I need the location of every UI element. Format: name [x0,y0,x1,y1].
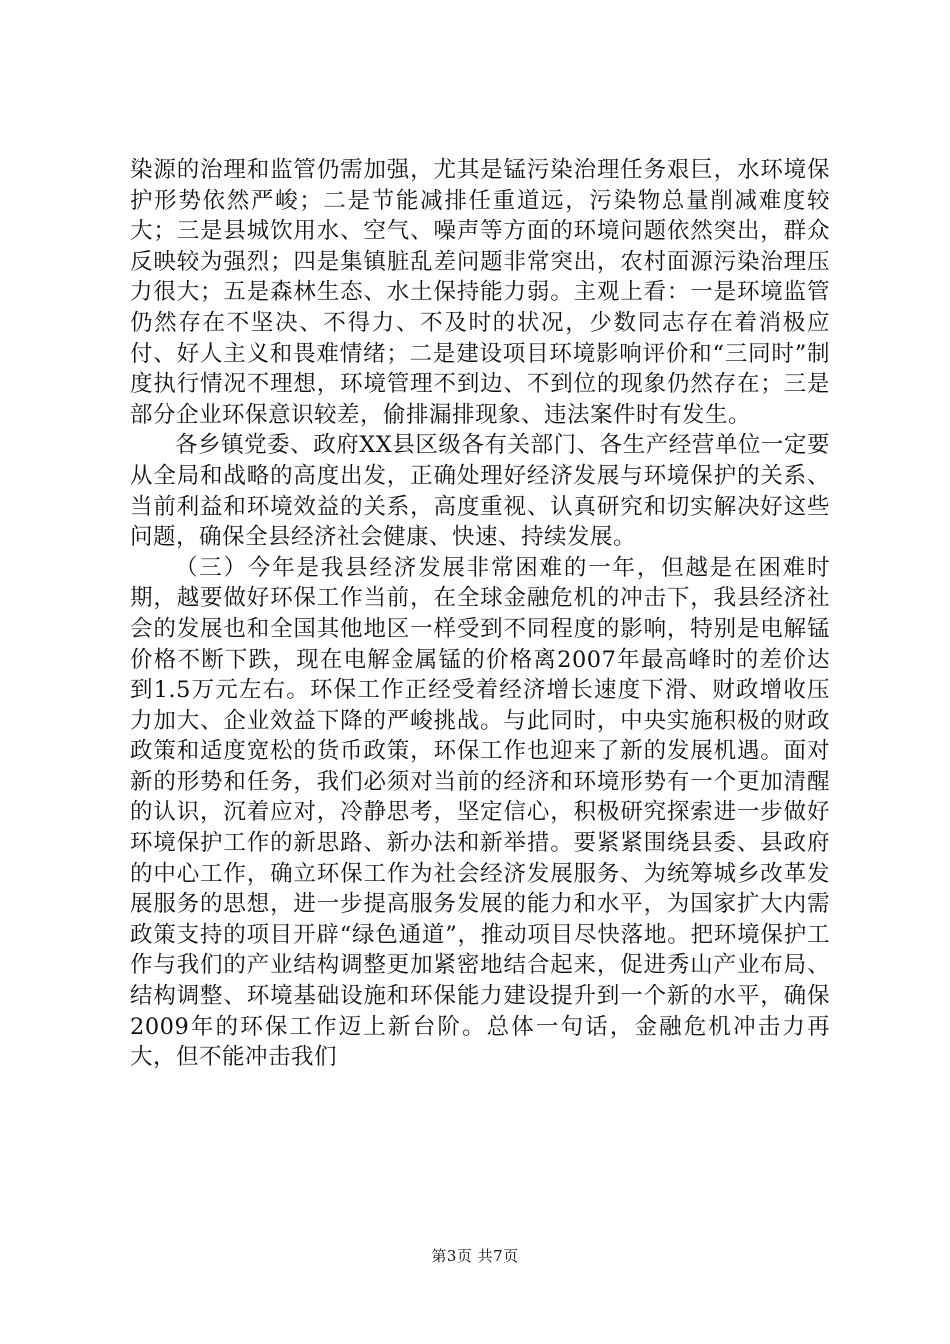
paragraph-2: 各乡镇党委、政府XX县区级各有关部门、各生产经营单位一定要从全局和战略的高度出发，正确处理好经济发展与环境保护的关系、当前利益和环境效益的关系，高度重视、认真研究和切实解决好这些问题，确保全县经济社会健康、快速、持续发展。 [130,432,830,551]
page-number-footer: 第3页 共7页 [431,1247,519,1265]
paragraph-3: （三）今年是我县经济发展非常困难的一年，但越是在困难时期，越要做好环保工作当前，在全球金融危机的冲击下，我县经济社会的发展也和全国其他地区一样受到不同程度的影响，特别是电解锰价格不断下跌，现在电解金属锰的价格离2007年最高峰时的差价达到1.5万元左右。环保工作正经受着经济增长速度下滑、财政增收压力加大、企业效益下降的严峻挑战。与此同时，中央实施积极的财政政策和适度宽松的货币政策，环保工作也迎来了新的发展机遇。面对新的形势和任务，我们必须对当前的经济和环境形势有一个更加清醒的认识，沉着应对，冷静思考，坚定信心，积极研究探索进一步做好环境保护工作的新思路、新办法和新举措。要紧紧围绕县委、县政府的中心工作，确立环保工作为社会经济发展服务、为统筹城乡改革发展服务的思想，进一步提高服务发展的能力和水平，为国家扩大内需政策支持的项目开辟“绿色通道”，推动项目尽快落地。把环境保护工作与我们的产业结构调整更加紧密地结合起来，促进秀山产业布局、结构调整、环境基础设施和环保能力建设提升到一个新的水平，确保2009年的环保工作迈上新台阶。总体一句话，金融危机冲击力再大，但不能冲击我们 [130,554,830,1071]
paragraph-1: 染源的治理和监管仍需加强，尤其是锰污染治理任务艰巨，水环境保护形势依然严峻；二是节能减排任重道远，污染物总量削减难度较大；三是县城饮用水、空气、噪声等方面的环境问题依然突出，群众反映较为强烈；四是集镇脏乱差问题非常突出，农村面源污染治理压力很大；五是森林生态、水土保持能力弱。主观上看：一是环境监管仍然存在不坚决、不得力、不及时的状况，少数同志存在着消极应付、好人主义和畏难情绪；二是建设项目环境影响评价和“三同时”制度执行情况不理想，环境管理不到边、不到位的现象仍然存在；三是部分企业环保意识较差，偷排漏排现象、违法案件时有发生。 [130,157,830,428]
document-body [130,155,830,1073]
